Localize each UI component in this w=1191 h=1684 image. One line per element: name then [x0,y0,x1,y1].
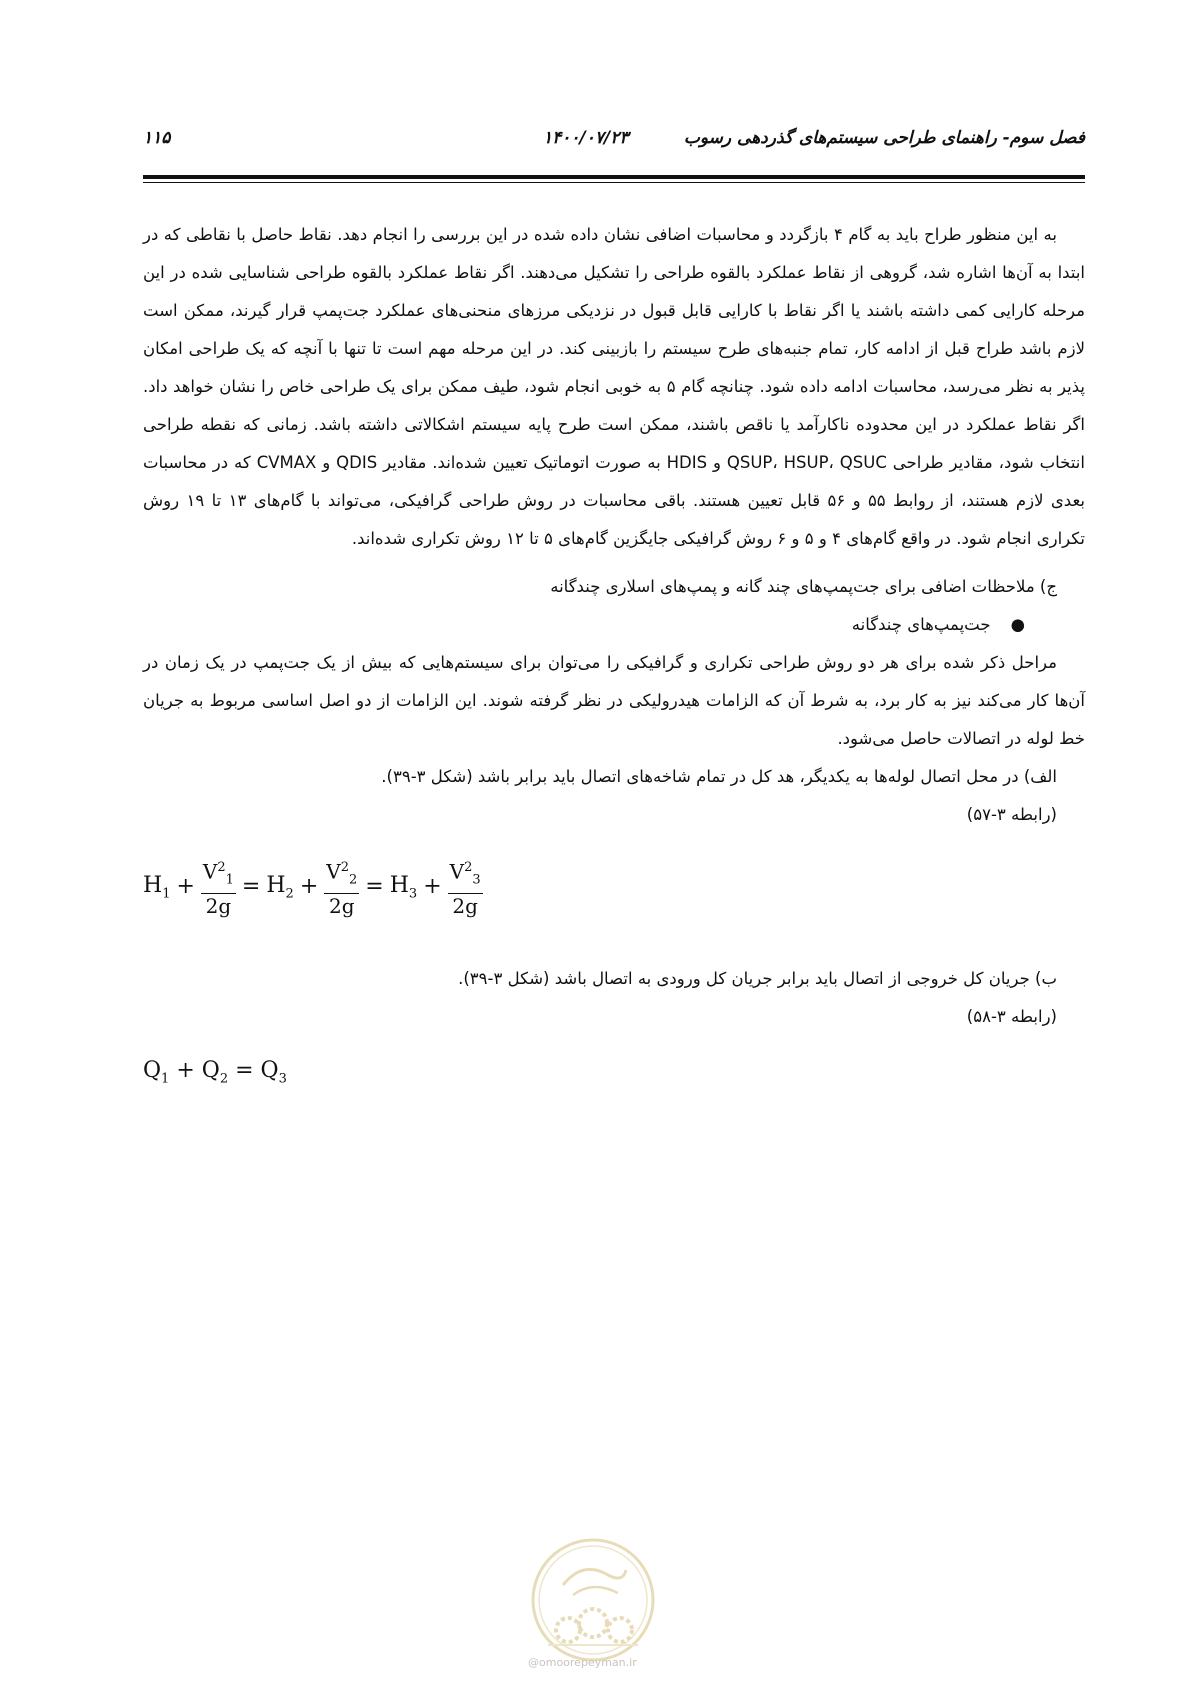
watermark-caption: @omoorepeyman.ir [528,1656,637,1669]
body-paragraph-1: به این منظور طراح باید به گام ۴ بازگردد و محاسبات اضافی نشان داده شده در این بررسی را انجام دهد. نقاط حاصل با نقاطی که در ابتدا به آن‌ها اشاره شد، گروهی از نقاط عملکرد بالقوه طراحی را تشکیل می‌دهند. اگر نقاط عملکرد بالقوه طراحی شناسایی شده در این مرحله کارایی کمی داشته باشند یا اگر نقاط با کارایی قابل قبول در نزدیکی مرزهای منحنی‌های عملکرد جت‌پمپ قرار گیرند، ممکن است لازم باشد طراح قبل از ادامه کار، تمام جنبه‌های طرح سیستم را بازبینی کند. در این مرحله مهم است تا تنها با آنچه که یک طراحی امکان پذیر به نظر می‌رسد، محاسبات ادامه داده شود. چنانچه گام ۵ به خوبی انجام شود، طیف ممکن برای یک طراحی خاص را نشان خواهد داد. اگر نقاط عملکرد در این محدوده ناکارآمد یا ناقص باشند، ممکن است طرح پایه سیستم اشکالاتی داشته باشد. زمانی که نقطه طراحی انتخاب شود، مقادیر طراحی QSUP، HSUP، QSUC و HDIS به صورت اتوماتیک تعیین شده‌اند. مقادیر QDIS و CVMAX که در محاسبات بعدی لازم هستند، از روابط ۵۵ و ۵۶ قابل تعیین هستند. باقی محاسبات در روش طراحی گرافیکی، می‌تواند با گام‌های ۱۳ تا ۱۹ روش تکراری انجام شود. در واقع گام‌های ۴ و ۵ و ۶ روش گرافیکی جایگزین گام‌های ۵ تا ۱۲ روش تکراری شده‌اند. [143,225,1085,548]
body-paragraph-2: مراحل ذکر شده برای هر دو روش طراحی تکراری و گرافیکی را می‌توان برای سیستم‌هایی که بیش از یک جت‌پمپ در یک زمان در آن‌ها کار می‌کند نیز به کار برد، به شرط آن که الزامات هیدرولیکی در نظر گرفته شوند. این الزامات از دو اصل اساسی مربوط به جریان خط لوله در اتصالات حاصل می‌شود. [143,653,1085,748]
bullet-item [143,606,1085,644]
eq-v1-fraction: $\frac{V^2_1}{2g}$ [201,856,236,918]
equation-label-57: (رابطه ۳-۵۷) [966,805,1057,824]
equation-58: $Q_1 + Q_2 = Q_3$ [143,1057,287,1087]
eq-h2: $H_2$ [266,872,294,902]
page-body [143,216,1085,1086]
eq-v2-fraction: $\frac{V^2_2}{2g}$ [324,856,359,918]
eq-h1: $H_1$ [143,872,171,902]
header-rule-thin [143,182,1085,183]
eq-h3: $H_3$ [389,872,418,902]
header-rule-thick [143,175,1085,179]
bullet-text: جت‌پمپ‌های چندگانه [851,615,991,634]
header-date: ۱۴۰۰/۰۷/۲۳ [543,128,629,148]
bullet-dot-icon: ● [1010,615,1025,634]
page-number: ۱۱۵ [143,128,171,148]
equation-label-58: (رابطه ۳-۵۸) [966,1006,1057,1026]
section-heading: ج) ملاحظات اضافی برای جت‌پمپ‌های چند گانه و پمپ‌های اسلاری چندگانه [550,577,1057,596]
eq-v3-fraction: $\frac{V^2_3}{2g}$ [448,856,483,918]
item-b: ب) جریان کل خروجی از اتصال باید برابر جریان کل ورودی به اتصال باشد (شکل ۳-۳۹). [458,968,1057,988]
watermark-seal-logo [528,1535,658,1665]
equation-57: $H_1$ + $\frac{V^2_1}{2g}$ = $H_2$ + $\frac{V^2_2}{2g}$ = $H_3$ + $\frac{V^2_3}{2g}$ [143,856,1085,918]
item-a: الف) در محل اتصال لوله‌ها به یکدیگر، هد کل در تمام شاخه‌های اتصال باید برابر باشد (شکل ۳-۳۹). [381,767,1057,786]
chapter-title: فصل سوم- راهنمای طراحی سیستم‌های گذردهی رسوب [683,128,1085,148]
page-header [143,128,1085,158]
